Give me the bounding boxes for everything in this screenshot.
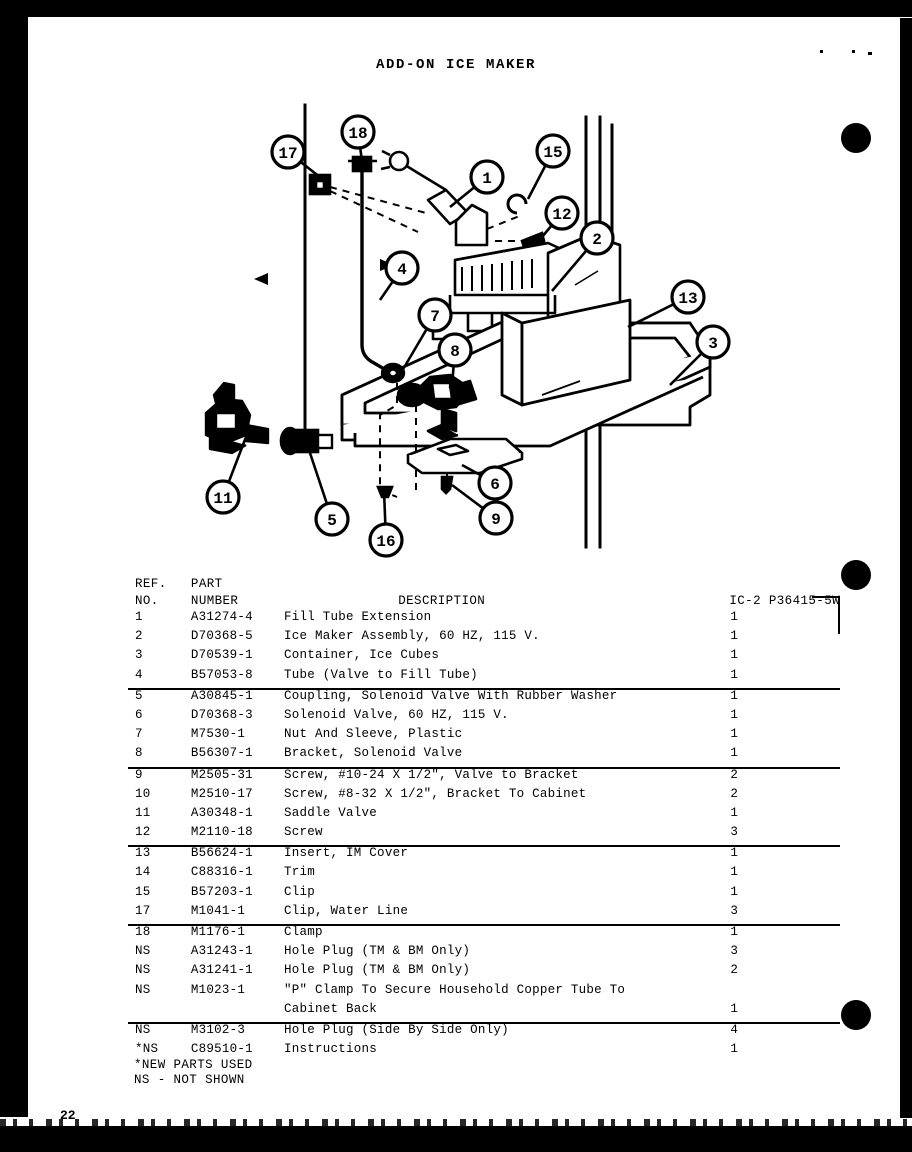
- table-row: [128, 747, 840, 767]
- cell-ref-number: NS: [135, 1022, 151, 1037]
- cell-part-number: A30845-1: [190, 688, 253, 703]
- callout-label: 2: [592, 231, 602, 249]
- cell-description: Ice Maker Assembly, 60 HZ, 115 V.: [284, 629, 540, 644]
- page-number: 22: [60, 1108, 76, 1123]
- cell-description: Trim: [284, 865, 316, 880]
- cell-ref-number: 10: [135, 786, 151, 801]
- cell-description: Solenoid Valve, 60 HZ, 115 V.: [284, 707, 509, 722]
- cell-description: Screw: [284, 826, 729, 846]
- cell-description: Screw, #8-32 X 1/2", Bracket To Cabinet: [284, 786, 587, 801]
- cell-description: Screw, #10-24 X 1/2", Valve to Bracket: [284, 767, 579, 782]
- table-row: [128, 689, 840, 709]
- cell-ref-number: 14: [135, 865, 151, 880]
- table-row: [128, 905, 840, 925]
- header-model-code: IC-2 P36415-5W: [729, 594, 840, 608]
- cell-part-number: M1176-1: [190, 925, 246, 939]
- table-row: [128, 768, 840, 788]
- table-row: [128, 964, 840, 983]
- callout-label: 7: [430, 308, 440, 326]
- table-row: [128, 788, 840, 807]
- scan-noise-band: [0, 1119, 912, 1126]
- cell-ref-number: 13: [135, 846, 151, 861]
- cell-part-number: M2505-31: [190, 767, 253, 782]
- cell-quantity: 2: [730, 786, 739, 801]
- callout-balloon-16: [370, 524, 402, 556]
- cell-ref-number: NS: [135, 982, 151, 997]
- cell-part-number: B57053-8: [191, 669, 284, 689]
- cell-ref-number: [128, 1003, 191, 1023]
- header-qty-spacer: [729, 578, 840, 595]
- header-ref-line1: REF.: [135, 577, 167, 591]
- header-part-line1: PART: [190, 577, 223, 591]
- scan-border-right: [900, 18, 912, 1118]
- table-row: [128, 1003, 840, 1023]
- cell-ref-number: 18: [135, 925, 151, 939]
- cell-part-number: M3102-3: [190, 1022, 246, 1037]
- exploded-parts-diagram: [150, 95, 770, 565]
- callout-balloon-5: [316, 503, 348, 535]
- table-row: [128, 925, 840, 945]
- cell-part-number: D70368-3: [190, 707, 253, 722]
- cell-description: Fill Tube Extension: [284, 610, 432, 624]
- clip-15-drawing: [508, 195, 526, 213]
- callout-balloon-6: [479, 467, 511, 499]
- cell-quantity: 3: [729, 826, 840, 846]
- table-header-row-2: [128, 595, 840, 611]
- binder-hole: [841, 1000, 871, 1030]
- cell-part-number: B56307-1: [191, 747, 284, 767]
- callout-label: 13: [678, 290, 698, 308]
- cell-quantity: 1: [730, 846, 739, 861]
- cell-quantity: 2: [730, 963, 739, 978]
- callout-label: 15: [543, 144, 563, 162]
- cell-quantity: 1: [729, 1003, 840, 1023]
- header-desc-spacer: [284, 578, 729, 595]
- cell-quantity: 2: [730, 767, 739, 782]
- cell-quantity: 1: [730, 925, 739, 939]
- cell-description: Instructions: [284, 1042, 378, 1057]
- callout-balloon-3: [697, 326, 729, 358]
- cell-part-number: A31274-4: [190, 610, 253, 624]
- cell-part-number: C88316-1: [190, 865, 253, 880]
- footnotes-block: [134, 1058, 253, 1088]
- callout-balloon-17: [272, 136, 304, 168]
- nut-sleeve-7-drawing: [382, 364, 404, 382]
- footnote-not-shown: NS - NOT SHOWN: [134, 1073, 245, 1087]
- cell-part-number: M1041-1: [191, 905, 284, 925]
- scan-speck: [868, 52, 872, 55]
- cell-description: Coupling, Solenoid Valve With Rubber Washer: [284, 688, 618, 703]
- callout-label: 1: [482, 170, 492, 188]
- saddle-valve-drawing: [206, 383, 268, 453]
- callout-balloon-4: [386, 252, 418, 284]
- cell-description: "P" Clamp To Secure Household Copper Tube To: [284, 982, 626, 997]
- table-row: [128, 945, 840, 964]
- cell-quantity: 1: [730, 805, 739, 820]
- table-row: [128, 649, 840, 668]
- cell-description: Insert, IM Cover: [284, 846, 409, 861]
- callout-label: 5: [327, 512, 337, 530]
- table-row: [128, 807, 840, 826]
- table-header-row-1: [128, 578, 840, 595]
- header-description: DESCRIPTION: [398, 594, 486, 608]
- callout-balloon-2: [581, 222, 613, 254]
- fill-tube-extension-drawing: [381, 151, 487, 245]
- cell-ref-number: 7: [135, 727, 143, 742]
- screw-9-drawing: [442, 477, 452, 493]
- cell-ref-number: 8: [128, 747, 191, 767]
- scan-speck: [820, 50, 823, 53]
- cell-ref-number: 6: [135, 707, 143, 722]
- cell-description: Saddle Valve: [284, 805, 378, 820]
- callout-balloon-11: [207, 481, 239, 513]
- cell-part-number: M7530-1: [190, 727, 246, 742]
- scan-border-top: [0, 0, 912, 17]
- cell-ref-number: *NS: [135, 1042, 159, 1057]
- table-row: [128, 826, 840, 846]
- cell-ref-number: 9: [135, 767, 143, 782]
- cell-quantity: [729, 984, 840, 1003]
- cell-description: Tube (Valve to Fill Tube): [284, 669, 729, 689]
- cell-ref-number: NS: [135, 944, 151, 959]
- binder-hole: [841, 560, 871, 590]
- cell-part-number: A30348-1: [190, 805, 253, 820]
- cell-ref-number: NS: [135, 963, 151, 978]
- scan-border-bottom: [0, 1126, 912, 1152]
- footnote-new-parts: *NEW PARTS USED: [134, 1058, 253, 1072]
- callout-balloon-7: [419, 299, 451, 331]
- cell-part-number: M1023-1: [190, 982, 246, 997]
- cell-quantity: 4: [730, 1022, 739, 1037]
- callout-balloon-13: [672, 281, 704, 313]
- cell-description: Hole Plug (TM & BM Only): [284, 963, 471, 978]
- cell-quantity: 1: [730, 610, 739, 624]
- callout-label: 17: [278, 145, 298, 163]
- cell-quantity: 3: [729, 905, 840, 925]
- parts-list-table: [128, 578, 840, 1062]
- cell-quantity: 1: [730, 648, 739, 663]
- cell-ref-number: 15: [135, 884, 151, 899]
- cell-quantity: 1: [730, 688, 739, 703]
- cell-quantity: 1: [730, 1042, 739, 1057]
- cell-quantity: 1: [729, 747, 840, 767]
- cell-ref-number: 1: [135, 610, 143, 624]
- cell-part-number: M2510-17: [190, 786, 253, 801]
- cell-ref-number: 12: [128, 826, 191, 846]
- cell-description: Cabinet Back: [284, 1003, 729, 1023]
- cell-ref-number: 11: [135, 805, 151, 820]
- cell-ref-number: 4: [128, 669, 191, 689]
- callout-balloon-18: [342, 116, 374, 148]
- model-code-bracket: [812, 596, 840, 634]
- table-row: [128, 709, 840, 728]
- table-header: [128, 578, 840, 611]
- cell-ref-number: 3: [135, 648, 143, 663]
- binder-hole: [841, 123, 871, 153]
- cell-ref-number: 17: [128, 905, 191, 925]
- table-row: [128, 886, 840, 905]
- callout-label: 4: [397, 261, 407, 279]
- cell-description: Clip, Water Line: [284, 905, 729, 925]
- cell-description: Nut And Sleeve, Plastic: [284, 727, 463, 742]
- table-row: [128, 984, 840, 1003]
- cell-part-number: C89510-1: [190, 1042, 253, 1057]
- cell-quantity: 1: [730, 884, 739, 899]
- cell-description: Container, Ice Cubes: [284, 648, 440, 663]
- header-ref-line2: NO.: [135, 594, 159, 608]
- table-row: [128, 866, 840, 885]
- callout-label: 16: [376, 533, 396, 551]
- cell-part-number: M2110-18: [191, 826, 284, 846]
- cell-ref-number: 2: [135, 629, 143, 644]
- callout-label: 12: [552, 206, 572, 224]
- table-row: [128, 669, 840, 689]
- page-title: ADD-ON ICE MAKER: [375, 57, 537, 73]
- cell-part-number: B56624-1: [190, 846, 253, 861]
- callout-label: 11: [213, 490, 233, 508]
- cell-description: Clip: [284, 884, 316, 899]
- table-row: [128, 1023, 840, 1043]
- callout-balloon-8: [439, 334, 471, 366]
- cell-part-number: [191, 1003, 284, 1023]
- coupling-5-drawing: [281, 428, 332, 454]
- cell-part-number: A31241-1: [190, 963, 253, 978]
- callout-balloon-12: [546, 197, 578, 229]
- callout-label: 8: [450, 343, 460, 361]
- table-row: [128, 728, 840, 747]
- callout-label: 3: [708, 335, 718, 353]
- cell-description: Bracket, Solenoid Valve: [284, 747, 729, 767]
- cell-quantity: 1: [729, 669, 840, 689]
- callout-label: 9: [491, 511, 501, 529]
- cell-ref-number: 5: [135, 688, 143, 703]
- table-row: [128, 611, 840, 630]
- callout-balloon-1: [471, 161, 503, 193]
- table-row: [128, 630, 840, 649]
- cell-description: Clamp: [284, 925, 323, 939]
- scan-speck: [852, 50, 855, 53]
- cell-part-number: D70539-1: [190, 648, 253, 663]
- header-part-line2: NUMBER: [190, 594, 239, 608]
- cell-description: Hole Plug (Side By Side Only): [284, 1022, 509, 1037]
- cell-quantity: 1: [730, 865, 739, 880]
- callout-balloon-15: [537, 135, 569, 167]
- cell-part-number: A31243-1: [190, 944, 253, 959]
- callout-label: 6: [490, 476, 500, 494]
- table-body: [128, 611, 840, 1062]
- cell-description: Hole Plug (TM & BM Only): [284, 944, 471, 959]
- cell-quantity: 1: [730, 629, 739, 644]
- cell-part-number: D70368-5: [190, 629, 253, 644]
- callout-balloon-9: [480, 502, 512, 534]
- table-row: [128, 846, 840, 866]
- cell-quantity: 3: [730, 944, 739, 959]
- callout-label: 18: [348, 125, 368, 143]
- cell-quantity: 1: [730, 707, 739, 722]
- cell-quantity: 1: [730, 727, 739, 742]
- cell-part-number: B57203-1: [190, 884, 253, 899]
- scan-border-left: [0, 0, 28, 1117]
